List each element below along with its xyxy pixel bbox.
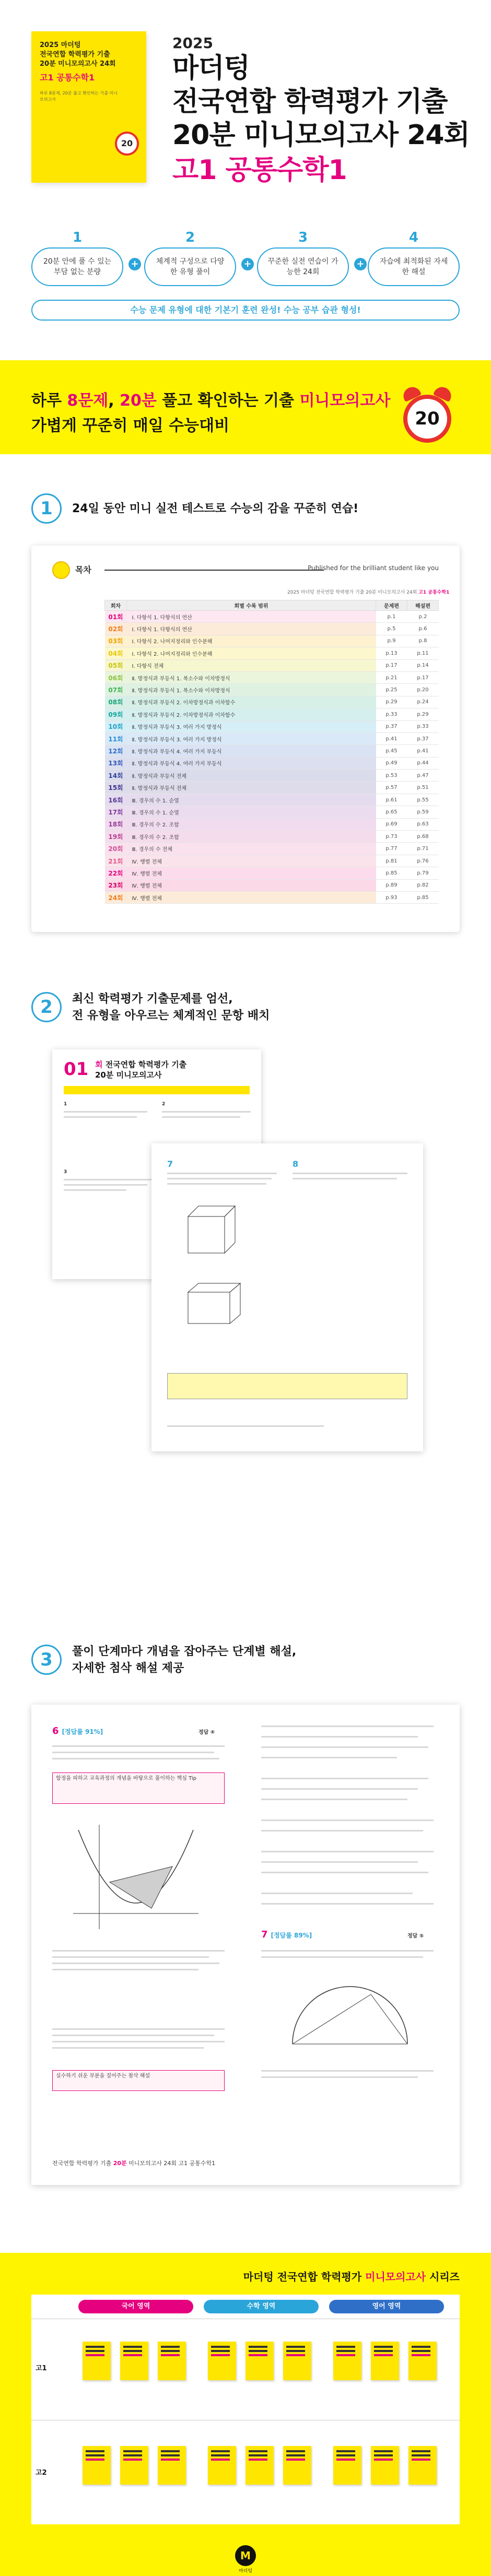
answer-table <box>167 1373 407 1399</box>
answer-label: 정답 ⑤ <box>407 1933 424 1939</box>
session-number: 22회 <box>105 867 127 879</box>
problem-page: p.85 <box>376 867 407 879</box>
text-line <box>167 1173 277 1174</box>
footer-text: 미니모의고사 24회 고1 공통수학1 <box>126 2160 216 2167</box>
solution-page: p.51 <box>407 782 439 794</box>
solution-page: p.6 <box>407 623 439 635</box>
table-row <box>105 879 439 891</box>
problem-page: p.65 <box>376 806 407 818</box>
text-line <box>261 1757 397 1758</box>
question-number: 7 <box>261 1929 268 1940</box>
table-row <box>105 818 439 830</box>
exam-subtitle: 20분 미니모의고사 <box>95 1070 162 1080</box>
hero-title: 20분 미니모의고사 24회 <box>172 120 470 151</box>
problem-page: p.25 <box>376 684 407 696</box>
text-line <box>52 1963 219 1964</box>
session-number: 13회 <box>105 757 127 769</box>
solution-page: p.55 <box>407 794 439 806</box>
solution-page: p.79 <box>407 867 439 879</box>
text-line <box>261 1799 407 1800</box>
feature-text: 20분 안에 풀 수 있는 부담 없는 분량 <box>31 247 123 286</box>
table-row <box>105 659 439 671</box>
cover-subject: 고1 공통수학1 <box>40 73 95 82</box>
plus-icon: + <box>128 258 141 270</box>
session-number: 09회 <box>105 708 127 720</box>
hero-banner: 수능 문제 유형에 대한 기본기 훈련 완성! 수능 공부 습관 형성! <box>31 300 460 321</box>
feature-item <box>368 230 460 286</box>
table-header-row <box>105 600 439 611</box>
parabola-graph <box>68 1819 204 1934</box>
solution-page: p.41 <box>407 745 439 757</box>
text-line <box>293 1173 407 1174</box>
divider <box>104 570 324 571</box>
solution-page: p.33 <box>407 720 439 732</box>
session-number: 17회 <box>105 806 127 818</box>
solution-page: p.47 <box>407 770 439 782</box>
session-number: 14회 <box>105 770 127 782</box>
feature-number: 1 <box>72 230 83 245</box>
series-grid <box>31 2295 460 2524</box>
text-line <box>52 1950 225 1952</box>
solution-question-tag <box>52 1726 103 1736</box>
text-line <box>52 2047 204 2049</box>
series-book-image <box>333 2446 361 2485</box>
session-range: Ⅰ. 다항식 2. 나머지정리와 인수분해 <box>127 635 376 647</box>
session-range: Ⅱ. 방정식과 부등식 3. 여러 가지 방정식 <box>127 720 376 732</box>
solution-page: p.63 <box>407 818 439 830</box>
column-header: 문제편 <box>376 600 407 611</box>
question-number: 2 <box>162 1102 166 1107</box>
problem-page: p.61 <box>376 794 407 806</box>
text-line <box>261 1872 428 1873</box>
problem-page: p.77 <box>376 843 407 855</box>
table-row <box>105 696 439 708</box>
table-row <box>105 720 439 732</box>
exam-title <box>95 1060 186 1069</box>
question-number: 3 <box>64 1169 67 1175</box>
question-number: 1 <box>64 1102 67 1107</box>
problem-page: p.45 <box>376 745 407 757</box>
text-line <box>261 2076 418 2078</box>
series-book-image <box>408 2446 437 2485</box>
text-line <box>52 1758 219 1759</box>
text-line <box>293 1178 397 1179</box>
exam-number: 01 <box>64 1059 89 1080</box>
cuboid-figure <box>183 1279 245 1331</box>
footer-text: 전국연합 학력평가 기출 <box>52 2160 113 2167</box>
session-range: Ⅲ. 경우의 수 전체 <box>127 843 376 855</box>
answer-label: 정답 ④ <box>198 1730 215 1735</box>
session-range: Ⅰ. 다항식 1. 다항식의 연산 <box>127 611 376 623</box>
tagline-highlight: 미니모의고사 <box>299 392 391 410</box>
text-line <box>52 1956 209 1958</box>
table-row <box>105 891 439 903</box>
section-title: 전 유형을 아우르는 체계적인 문항 배치 <box>72 1009 270 1022</box>
table-row <box>105 684 439 696</box>
row-label: 고1 <box>36 2365 47 2372</box>
column-header: 회차 <box>105 600 127 611</box>
solution-page: p.29 <box>407 708 439 720</box>
hero-title-block <box>172 34 470 188</box>
series-book-image <box>83 2446 111 2485</box>
session-number: 01회 <box>105 611 127 623</box>
hero-title: 전국연합 학력평가 기출 <box>172 86 448 117</box>
accuracy-tag: [정답률 89%] <box>271 1932 312 1939</box>
book-cover-image <box>31 31 146 183</box>
session-range: Ⅱ. 방정식과 부등식 전체 <box>127 782 376 794</box>
series-title <box>243 2268 460 2284</box>
series-book-image <box>283 2342 311 2380</box>
session-number: 06회 <box>105 671 127 683</box>
hint-box: 함정을 피하고 교육과정의 개념을 바탕으로 풀이하는 핵심 Tip <box>52 1773 225 1804</box>
series-title-text: 시리즈 <box>426 2271 460 2283</box>
solution-page: p.85 <box>407 891 439 903</box>
session-number: 24회 <box>105 891 127 903</box>
session-range: Ⅱ. 방정식과 부등식 전체 <box>127 770 376 782</box>
problem-page: p.33 <box>376 708 407 720</box>
solution-page: p.20 <box>407 684 439 696</box>
feature-number: 3 <box>298 230 308 245</box>
series-book-image <box>83 2342 111 2380</box>
text-line <box>52 2041 225 2042</box>
session-number: 23회 <box>105 879 127 891</box>
table-row <box>105 611 439 623</box>
feature-number: 2 <box>185 230 195 245</box>
text-line <box>167 1425 324 1427</box>
session-range: Ⅳ. 행렬 전체 <box>127 891 376 903</box>
session-range: Ⅱ. 방정식과 부등식 4. 여러 가지 부등식 <box>127 745 376 757</box>
solution-page: p.8 <box>407 635 439 647</box>
series-title-text: 마더텅 전국연합 학력평가 <box>243 2271 366 2283</box>
table-row <box>105 732 439 745</box>
table-row <box>105 843 439 855</box>
session-range: Ⅱ. 방정식과 부등식 1. 복소수와 이차방정식 <box>127 684 376 696</box>
solution-page: p.17 <box>407 671 439 683</box>
session-number: 02회 <box>105 623 127 635</box>
accuracy-tag: [정답률 91%] <box>62 1728 103 1735</box>
publisher-logo <box>225 2545 266 2574</box>
row-label: 고2 <box>36 2469 47 2477</box>
session-number: 05회 <box>105 659 127 671</box>
problem-page: p.89 <box>376 879 407 891</box>
text-line <box>167 1183 266 1185</box>
tagline-band <box>0 360 491 454</box>
section-title: 자세한 첨삭 해설 제공 <box>72 1662 184 1675</box>
hero-subject: 고1 공통수학1 <box>172 155 347 186</box>
session-number: 10회 <box>105 720 127 732</box>
tagline-line1 <box>31 387 390 410</box>
tagline-highlight: 8문제 <box>67 392 109 410</box>
table-row <box>105 671 439 683</box>
session-number: 20회 <box>105 843 127 855</box>
problem-page: p.73 <box>376 831 407 843</box>
text-line <box>64 1111 147 1113</box>
session-range: Ⅰ. 다항식 전체 <box>127 659 376 671</box>
session-number: 11회 <box>105 732 127 745</box>
text-line <box>64 1189 126 1191</box>
solution-page: p.76 <box>407 855 439 867</box>
series-book-image <box>283 2446 311 2485</box>
tagline-highlight: 20분 <box>120 392 157 410</box>
table-row <box>105 708 439 720</box>
problem-page: p.41 <box>376 732 407 745</box>
text-line <box>52 2035 214 2036</box>
problem-page: p.81 <box>376 855 407 867</box>
text-line <box>261 1830 423 1831</box>
text-line <box>261 1956 423 1958</box>
session-range: Ⅱ. 방정식과 부등식 4. 여러 가지 부등식 <box>127 757 376 769</box>
cube-figure <box>183 1201 245 1258</box>
session-range: Ⅱ. 방정식과 부등식 2. 이차방정식과 이차함수 <box>127 696 376 708</box>
session-range: Ⅲ. 경우의 수 2. 조합 <box>127 831 376 843</box>
text-line <box>261 1819 434 1821</box>
problem-page: p.49 <box>376 757 407 769</box>
solution-page: p.82 <box>407 879 439 891</box>
series-book-image <box>158 2446 186 2485</box>
section-title: 풀이 단계마다 개념을 잡아주는 단계별 해설, <box>72 1645 297 1658</box>
table-row <box>105 782 439 794</box>
series-book-image <box>408 2342 437 2380</box>
table-row <box>105 794 439 806</box>
series-book-image <box>120 2446 148 2485</box>
feature-item <box>144 230 236 286</box>
question-number: 8 <box>293 1159 299 1169</box>
series-title-highlight: 미니모의고사 <box>365 2271 426 2283</box>
feature-list <box>31 230 460 287</box>
toc-table <box>104 600 439 904</box>
toc-label: 목차 <box>75 565 91 575</box>
series-book-image <box>245 2446 274 2485</box>
table-row <box>105 831 439 843</box>
series-book-image <box>120 2342 148 2380</box>
text-line <box>261 1950 434 1952</box>
table-row <box>105 770 439 782</box>
tagline-line2: 가볍게 꾸준히 매일 수능대비 <box>31 417 230 435</box>
text-line <box>64 1184 147 1186</box>
session-number: 12회 <box>105 745 127 757</box>
table-row <box>105 635 439 647</box>
cover-line: 전국연합 학력평가 기출 <box>40 51 110 58</box>
problem-page-preview-2 <box>151 1143 423 1451</box>
table-row <box>105 757 439 769</box>
session-number: 07회 <box>105 684 127 696</box>
column-header: 회별 수록 범위 <box>127 600 376 611</box>
toc-header <box>52 561 439 577</box>
cover-line: 2025 마더텅 <box>40 41 81 49</box>
problem-page: p.29 <box>376 696 407 708</box>
series-book-image <box>245 2342 274 2380</box>
solution-page-preview <box>31 1705 460 2185</box>
toc-card <box>31 546 460 932</box>
table-row <box>105 855 439 867</box>
cover-clock-icon: 20 <box>115 132 139 156</box>
session-range: Ⅱ. 방정식과 부등식 2. 이차방정식과 이차함수 <box>127 708 376 720</box>
feature-item <box>31 230 123 286</box>
footer-highlight: 20분 <box>113 2160 127 2167</box>
feature-text: 자습에 최적화된 자세한 해설 <box>368 247 460 286</box>
table-row <box>105 745 439 757</box>
problem-page: p.9 <box>376 635 407 647</box>
session-number: 15회 <box>105 782 127 794</box>
session-range: Ⅰ. 다항식 1. 다항식의 연산 <box>127 623 376 635</box>
publisher-name: 마더텅 <box>238 2569 253 2574</box>
problem-page: p.5 <box>376 623 407 635</box>
tagline-text: 풀고 확인하는 기출 <box>156 392 300 410</box>
text-line <box>261 1851 434 1852</box>
text-line <box>162 1111 251 1113</box>
table-row <box>105 623 439 635</box>
toc-note <box>287 588 449 595</box>
section-number: 2 <box>31 992 62 1022</box>
table-row <box>105 867 439 879</box>
problem-page: p.13 <box>376 647 407 659</box>
text-line <box>261 1893 413 1894</box>
solution-page: p.71 <box>407 843 439 855</box>
table-row <box>105 806 439 818</box>
problem-page: p.37 <box>376 720 407 732</box>
text-line <box>261 1736 418 1738</box>
session-number: 18회 <box>105 818 127 830</box>
section-number: 3 <box>31 1645 62 1675</box>
column-header: 영어 영역 <box>329 2300 444 2313</box>
session-range: Ⅱ. 방정식과 부등식 3. 여러 가지 방정식 <box>127 732 376 745</box>
tagline-text: , <box>108 392 120 410</box>
solution-page: p.44 <box>407 757 439 769</box>
alarm-clock-icon <box>399 387 455 444</box>
problem-page: p.69 <box>376 818 407 830</box>
session-range: Ⅳ. 행렬 전체 <box>127 855 376 867</box>
series-section <box>0 2253 491 2576</box>
question-number: 7 <box>167 1159 173 1169</box>
session-range: Ⅲ. 경우의 수 1. 순열 <box>127 794 376 806</box>
text-line <box>64 1179 153 1180</box>
column-header: 해설편 <box>407 600 439 611</box>
problem-page: p.21 <box>376 671 407 683</box>
tagline-text: 하루 <box>31 392 67 410</box>
problem-page: p.57 <box>376 782 407 794</box>
text-line <box>261 1778 428 1779</box>
session-range: Ⅳ. 행렬 전체 <box>127 867 376 879</box>
text-line <box>261 2070 434 2072</box>
feature-number: 4 <box>408 230 419 245</box>
session-range: Ⅱ. 방정식과 부등식 1. 복소수와 이차방정식 <box>127 671 376 683</box>
text-line <box>52 1969 198 1970</box>
hero-year: 2025 <box>172 34 213 52</box>
series-book-image <box>208 2446 236 2485</box>
problem-page: p.93 <box>376 891 407 903</box>
solution-page: p.68 <box>407 831 439 843</box>
session-number: 08회 <box>105 696 127 708</box>
session-range: Ⅳ. 행렬 전체 <box>127 879 376 891</box>
text-line <box>167 1178 272 1179</box>
session-range: Ⅲ. 경우의 수 1. 순열 <box>127 806 376 818</box>
semicircle-figure <box>282 1981 418 2054</box>
toc-note-highlight: 고1 공통수학1 <box>418 590 450 595</box>
solution-page: p.2 <box>407 611 439 623</box>
column-header: 국어 영역 <box>78 2300 193 2313</box>
series-book-image <box>371 2446 399 2485</box>
cover-line: 20분 미니모의고사 24회 <box>40 60 116 68</box>
text-line <box>64 1116 137 1118</box>
session-range: Ⅲ. 경우의 수 2. 조합 <box>127 818 376 830</box>
text-line <box>261 1726 434 1727</box>
section-title: 최신 학력평가 기출문제를 엄선, <box>72 992 233 1006</box>
problem-page: p.17 <box>376 659 407 671</box>
series-book-image <box>158 2342 186 2380</box>
student-avatar-icon <box>52 561 70 579</box>
series-book-image <box>333 2342 361 2380</box>
text-line <box>162 1116 240 1118</box>
exam-title-a: 회 <box>95 1060 103 1069</box>
problem-page: p.53 <box>376 770 407 782</box>
feature-text: 체계적 구성으로 다양한 유형 풀이 <box>144 247 236 286</box>
text-line <box>261 1903 434 1905</box>
exam-title-b: 전국연합 학력평가 기출 <box>102 1060 187 1069</box>
hint-box: 실수하기 쉬운 부분을 짚어주는 첨삭 해설 <box>52 2070 225 2091</box>
text-line <box>261 1788 418 1790</box>
clock-face: 20 <box>403 395 451 443</box>
hero-section <box>0 0 491 334</box>
toc-tagline: Published for the brilliant student like you <box>308 564 439 572</box>
exam-info-bar <box>64 1086 250 1094</box>
solution-page: p.11 <box>407 647 439 659</box>
text-line <box>52 1752 214 1753</box>
session-number: 04회 <box>105 647 127 659</box>
text-line <box>52 1745 225 1747</box>
table-row <box>105 647 439 659</box>
series-book-image <box>371 2342 399 2380</box>
publisher-logo-icon: M <box>235 2545 256 2566</box>
session-number: 19회 <box>105 831 127 843</box>
session-range: Ⅰ. 다항식 2. 나머지정리와 인수분해 <box>127 647 376 659</box>
plus-icon: + <box>241 258 254 270</box>
toc-note-text: 2025 마더텅 전국연합 학력평가 기출 20분 미니모의고사 24회 <box>287 590 419 595</box>
plus-icon: + <box>354 258 367 270</box>
solution-page: p.59 <box>407 806 439 818</box>
section-title: 24일 동안 미니 실전 테스트로 수능의 감을 꾸준히 연습! <box>72 502 359 515</box>
session-number: 03회 <box>105 635 127 647</box>
series-book-image <box>208 2342 236 2380</box>
question-number: 6 <box>52 1726 59 1736</box>
page-footer <box>52 2159 215 2167</box>
solution-page: p.14 <box>407 659 439 671</box>
text-line <box>261 1746 428 1748</box>
text-line <box>52 2028 225 2030</box>
section-number: 1 <box>31 493 62 524</box>
feature-text: 꾸준한 실전 연습이 가능한 24회 <box>257 247 349 286</box>
solution-page: p.24 <box>407 696 439 708</box>
problem-page: p.1 <box>376 611 407 623</box>
session-number: 16회 <box>105 794 127 806</box>
solution-question-tag <box>261 1929 312 1940</box>
feature-item <box>257 230 349 286</box>
hero-title: 마더텅 <box>172 53 250 84</box>
solution-page: p.37 <box>407 732 439 745</box>
text-line <box>261 1861 418 1863</box>
session-number: 21회 <box>105 855 127 867</box>
cover-note: 하루 8문제, 20분 풀고 확인하는 기출 미니모의고사 <box>40 91 118 102</box>
column-header: 수학 영역 <box>204 2300 319 2313</box>
